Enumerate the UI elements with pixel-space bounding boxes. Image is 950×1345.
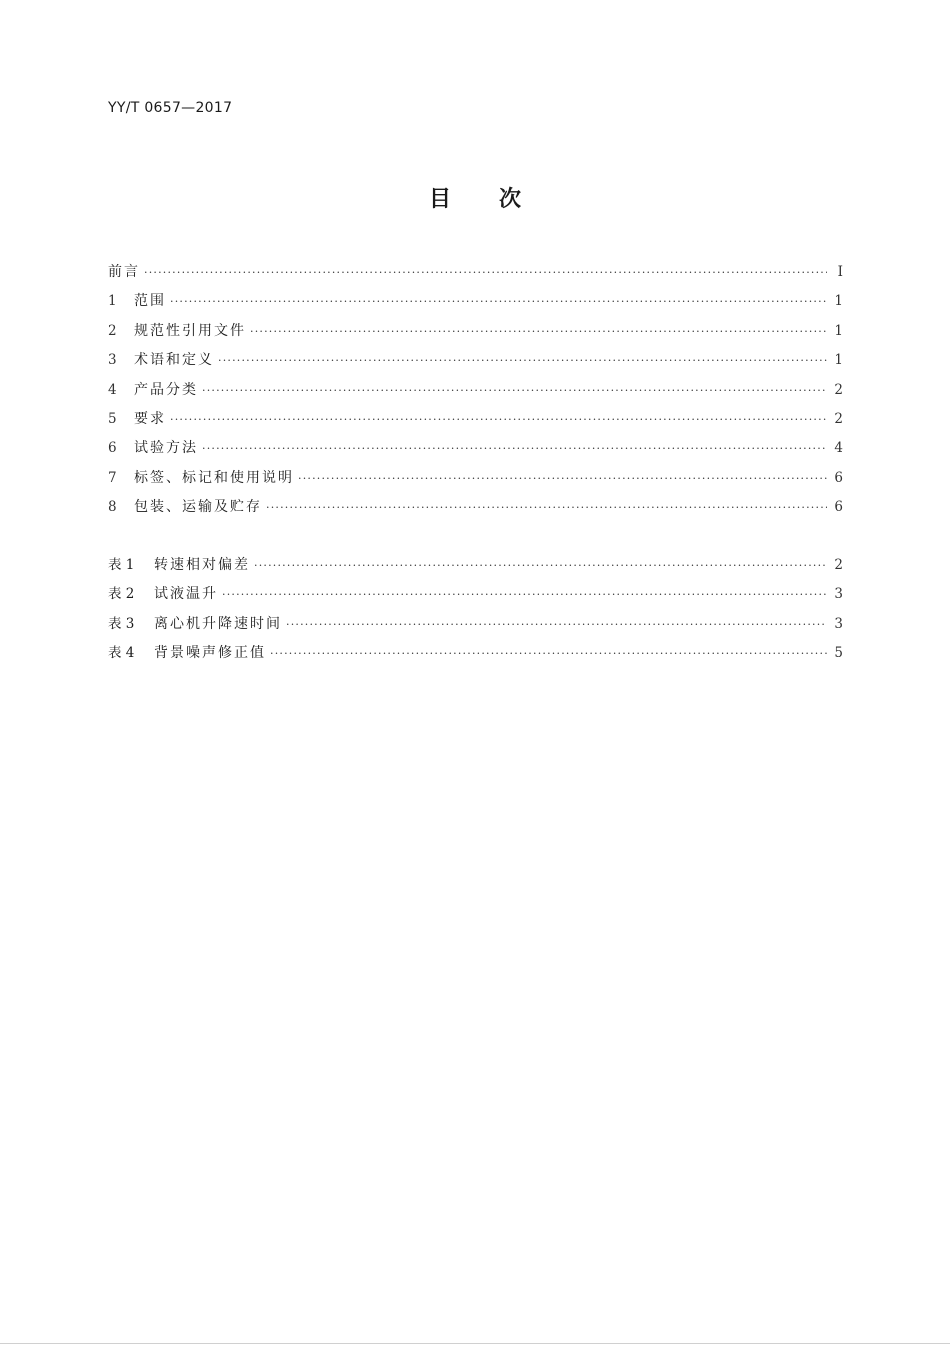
toc-entry-page: 2 [834, 410, 843, 427]
toc-entry-page: 2 [834, 381, 843, 398]
toc-leader-dots [270, 639, 827, 668]
toc-leader-dots [170, 405, 827, 434]
table-entry-1[interactable] [108, 551, 843, 580]
toc-leader-dots [218, 346, 827, 375]
toc-entry-2[interactable] [108, 317, 843, 346]
toc-entry-number: 2 [108, 322, 117, 339]
table-entry-number: 表 4 [108, 645, 135, 662]
page-title: 目次 [428, 187, 569, 212]
toc-entry-5[interactable] [108, 405, 843, 434]
toc-leader-dots [170, 287, 827, 316]
table-entry-label: 背景噪声修正值 [154, 645, 266, 662]
toc-entry-3[interactable] [108, 346, 843, 375]
toc-leader-dots [250, 317, 827, 346]
page-bottom-rule [0, 1343, 950, 1344]
toc-entry-number: 1 [108, 293, 117, 310]
table-entry-number: 表 3 [108, 615, 135, 632]
toc-entry-label: 要求 [134, 410, 166, 427]
toc-entry-page: 4 [834, 440, 843, 457]
table-entry-4[interactable] [108, 639, 843, 668]
table-entry-label: 试液温升 [154, 586, 218, 603]
toc-entry-label: 规范性引用文件 [134, 322, 246, 339]
toc-entry-number: 6 [108, 440, 117, 457]
toc-entry-8[interactable] [108, 493, 843, 522]
toc-entry-page: 1 [834, 322, 843, 339]
table-entry-number: 表 2 [108, 586, 135, 603]
toc-leader-dots [202, 434, 827, 463]
table-entry-page: 3 [834, 586, 843, 603]
toc-leader-dots [202, 376, 827, 405]
list-of-tables [108, 551, 843, 669]
toc-entry-label: 产品分类 [134, 381, 198, 398]
toc-entry-label: 试验方法 [134, 440, 198, 457]
table-entry-page: 3 [834, 615, 843, 632]
toc-entry-6[interactable] [108, 434, 843, 463]
toc-entry-label: 前言 [108, 264, 140, 280]
toc-entry-page: 6 [834, 469, 843, 486]
toc-entry-label: 标签、标记和使用说明 [134, 469, 294, 486]
toc-leader-dots [286, 610, 827, 639]
toc-entry-page: 1 [834, 352, 843, 369]
toc-entry-number: 4 [108, 381, 117, 398]
table-entry-label: 转速相对偏差 [154, 557, 250, 573]
toc-leader-dots [254, 551, 827, 580]
toc-entry-number: 7 [108, 469, 117, 486]
toc-entry-foreword[interactable] [108, 258, 843, 287]
toc-entry-label: 包装、运输及贮存 [134, 499, 262, 516]
toc-leader-dots [144, 258, 827, 287]
toc-leader-dots [298, 464, 827, 493]
toc-entry-page: Ⅰ [837, 264, 843, 280]
toc-entry-page: 6 [834, 499, 843, 516]
table-entry-page: 2 [834, 557, 843, 573]
toc-entry-4[interactable] [108, 376, 843, 405]
toc-entry-number: 3 [108, 352, 117, 369]
toc-entry-number: 8 [108, 499, 117, 516]
toc-leader-dots [222, 580, 827, 609]
table-entry-number: 表 1 [108, 557, 135, 573]
toc-entry-1[interactable] [108, 287, 843, 316]
toc-entry-page: 1 [834, 293, 843, 310]
table-of-contents [108, 258, 843, 523]
toc-entry-label: 范围 [134, 293, 166, 310]
toc-leader-dots [266, 493, 827, 522]
toc-entry-label: 术语和定义 [134, 352, 214, 369]
table-entry-2[interactable] [108, 580, 843, 609]
table-entry-label: 离心机升降速时间 [154, 615, 282, 632]
standard-code: YY/T 0657—2017 [108, 100, 233, 116]
toc-entry-number: 5 [108, 410, 117, 427]
table-entry-3[interactable] [108, 610, 843, 639]
toc-entry-7[interactable] [108, 464, 843, 493]
table-entry-page: 5 [834, 645, 843, 662]
